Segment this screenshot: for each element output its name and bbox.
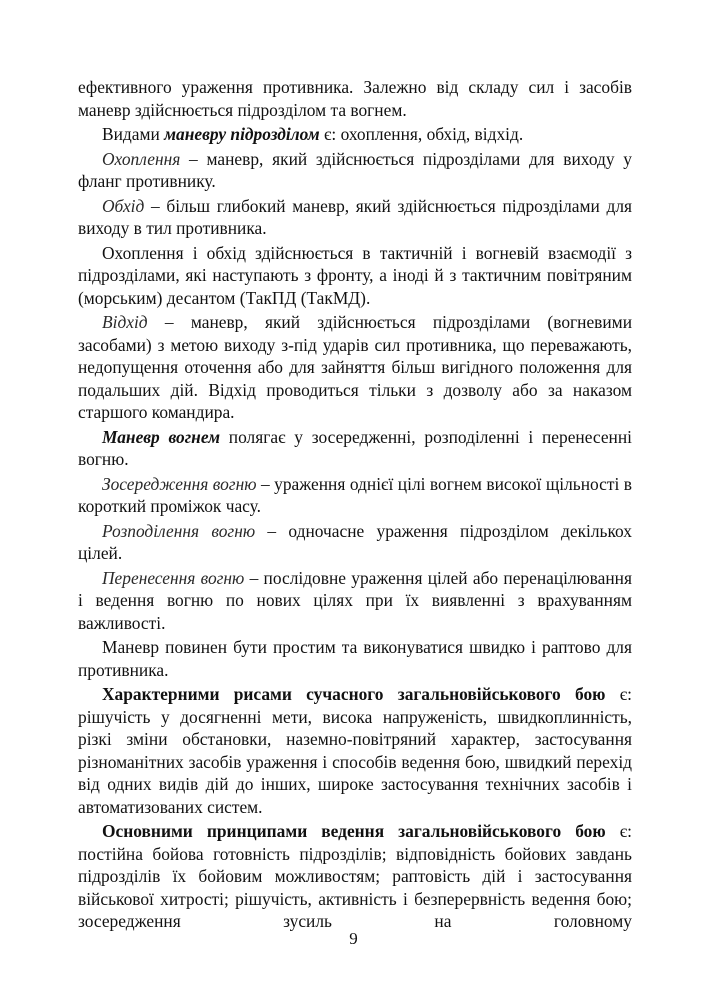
paragraph-5 (78, 242, 632, 310)
paragraph-6 (78, 311, 632, 424)
definition-term: Зосередження вогню (102, 473, 257, 494)
definition-term: Обхід (102, 195, 145, 216)
definition-text: – одночасне ураження підрозділом декількох цілей. (78, 520, 632, 563)
paragraph-lead: Видами (102, 124, 165, 144)
paragraph-1 (78, 76, 632, 121)
paragraph-text: Охоплення і обхід здійснюється в тактичній і вогневій взаємодії з підрозділами, які наступають з фронту, а іноді й з тактичним повітряним (морським) десантом (ТакПД (ТакМД). (78, 242, 632, 308)
paragraph-text: полягає у зосередженні, розподіленні і перенесенні вогню. (78, 426, 632, 469)
paragraph-2 (78, 123, 632, 146)
definition-term: Охоплення (102, 148, 181, 169)
paragraph-9 (78, 520, 632, 565)
emphasis-term: маневру підрозділом (164, 124, 320, 144)
paragraph-text: є: рішучість у досягненні мети, висока напруженість, швидкоплинність, різкі зміни обстановки, наземно-повітряний характер, застосування різноманітних засобів ураження і способів ведення бою, швидкий перехід від одних видів дій до інших, широке застосування технічних засобів і автоматизованих систем. (78, 684, 632, 817)
paragraph-7 (78, 426, 632, 471)
paragraph-text: є: охоплення, обхід, відхід. (319, 124, 524, 144)
definition-text: – маневр, який здійснюється підрозділами для виходу у фланг противнику. (78, 148, 632, 191)
definition-term: Відхід (102, 312, 148, 332)
paragraph-10 (78, 567, 632, 635)
paragraph-12 (78, 683, 632, 818)
definition-text: – більш глибокий маневр, який здійснюється підрозділами для виходу в тил противника. (78, 195, 632, 238)
page-body (78, 76, 632, 935)
paragraph-3 (78, 148, 632, 193)
paragraph-text: є: постійна бойова готовність підрозділів; відповідність бойових завдань підрозділів їх бойовим можливостям; раптовість дій і застосування військової хитрості; рішучість, активність і безперервність ведення бою; зосередження зусиль на головному (78, 821, 632, 931)
paragraph-4 (78, 195, 632, 240)
definition-text: – послідовне ураження цілей або перенацілювання і ведення вогню по нових цілях при їх виявленні з врахуванням важливості. (78, 567, 632, 633)
paragraph-13 (78, 820, 632, 933)
bold-heading-term: Основними принципами ведення загальновійськового бою (102, 821, 606, 841)
page-number: 9 (349, 929, 358, 948)
paragraph-8 (78, 473, 632, 518)
definition-term: Розподілення вогню (102, 520, 256, 541)
bold-heading-term: Характерними рисами сучасного загальновійськового бою (102, 684, 606, 704)
emphasis-term: Маневр вогнем (102, 426, 221, 447)
paragraph-text: Маневр повинен бути простим та виконуватися швидко і раптово для противника. (78, 637, 632, 680)
paragraph-11 (78, 636, 632, 681)
paragraph-text: ефективного ураження противника. Залежно від складу сил і засобів маневр здійснюється підрозділом та вогнем. (78, 77, 632, 120)
definition-text: – маневр, який здійснюється підрозділами (вогневими засобами) з метою виходу з-під ударів сил противника, що переважають, недопущення оточення або для зайняття більш вигідного положення для подальших дій. Відхід проводиться тільки з дозволу або за наказом старшого командира. (78, 312, 632, 422)
definition-text: – ураження однієї цілі вогнем високої щільності в короткий проміжок часу. (78, 473, 632, 516)
definition-term: Перенесення вогню (102, 567, 245, 588)
